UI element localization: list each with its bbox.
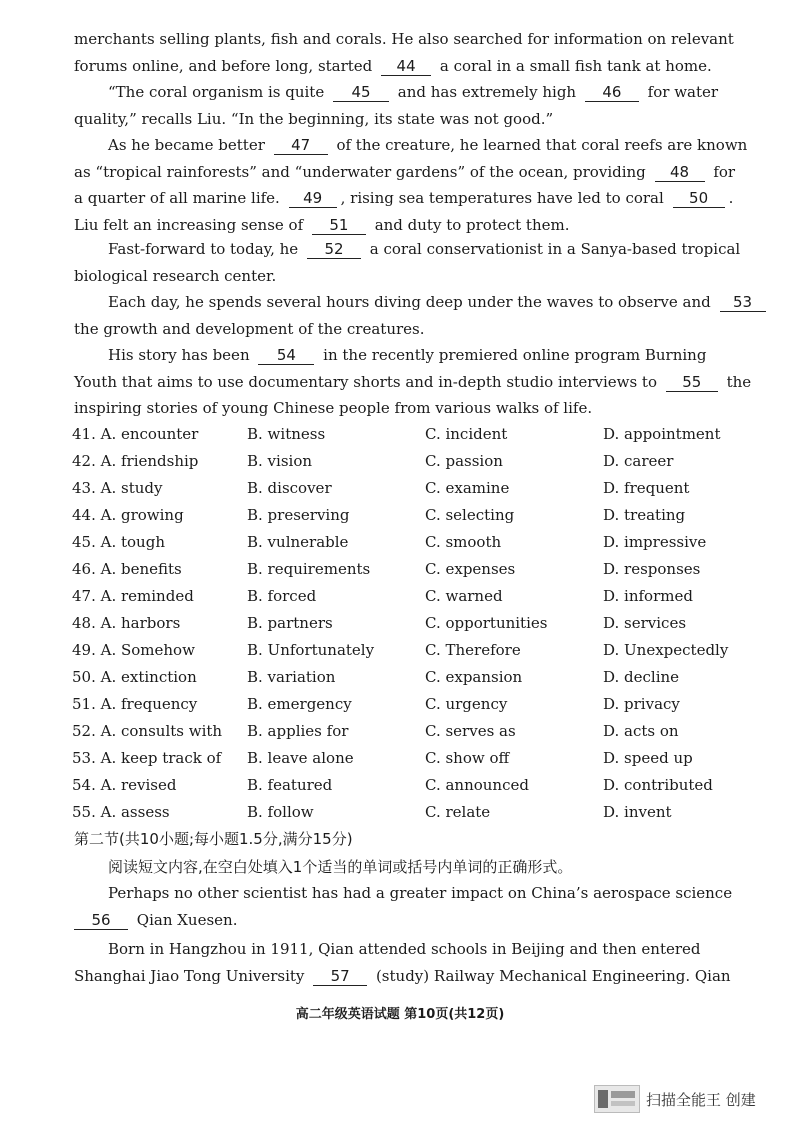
text-run: a quarter of all marine life. xyxy=(74,189,280,207)
option-choice: C. serves as xyxy=(425,722,516,740)
option-row xyxy=(72,503,732,530)
passage-line: Perhaps no other scientist has had a greater impact on China’s aerospace science xyxy=(108,884,733,902)
option-choice: B. partners xyxy=(247,614,333,632)
text-run: a coral in a small fish tank at home. xyxy=(439,56,712,75)
passage-paragraph-3 xyxy=(74,132,748,238)
passage-paragraph-1 xyxy=(74,26,734,79)
option-choice: B. variation xyxy=(247,668,336,686)
option-choice: B. leave alone xyxy=(247,749,354,767)
option-choice: C. Therefore xyxy=(425,641,521,659)
option-choice: 52. A. consults with xyxy=(72,722,223,740)
option-choice: 46. A. benefits xyxy=(72,560,182,578)
option-row xyxy=(72,800,732,827)
text-run: for water xyxy=(647,83,719,101)
passage-line: inspiring stories of young Chinese people from various walks of life. xyxy=(74,399,593,417)
passage-line xyxy=(74,236,741,263)
option-choice: C. incident xyxy=(425,425,508,443)
text-run: Liu felt an increasing sense of xyxy=(74,215,304,234)
option-choice: D. privacy xyxy=(603,695,680,713)
section-2-paragraph-1 xyxy=(74,880,733,933)
text-run: of the creature, he learned that coral reefs are known xyxy=(336,136,748,154)
text-run: Each day, he spends several hours diving deep under the waves to observe and xyxy=(108,293,711,311)
text-run: for xyxy=(713,162,736,181)
option-choice: B. discover xyxy=(247,479,332,497)
option-choice: 45. A. tough xyxy=(72,533,165,551)
option-row xyxy=(72,557,732,584)
text-run: the xyxy=(726,372,752,391)
option-choice: 48. A. harbors xyxy=(72,614,181,632)
blank-46: 46 xyxy=(585,84,639,102)
option-choice: C. announced xyxy=(425,776,529,794)
option-row xyxy=(72,638,732,665)
section-2-paragraph-2 xyxy=(74,936,730,989)
option-choice: B. emergency xyxy=(247,695,352,713)
blank-45: 45 xyxy=(333,84,389,102)
text-run: . xyxy=(728,189,734,207)
text-run: Youth that aims to use documentary shorts and in-depth studio interviews to xyxy=(74,372,657,391)
passage-line: Born in Hangzhou in 1911, Qian attended schools in Beijing and then entered xyxy=(108,940,701,958)
section-2-heading: 第二节(共10小题;每小题1.5分,满分15分) xyxy=(74,830,353,848)
option-choice: 53. A. keep track of xyxy=(72,749,222,767)
option-choice: C. expenses xyxy=(425,560,516,578)
option-choice: C. examine xyxy=(425,479,510,497)
option-choice: C. warned xyxy=(425,587,503,605)
passage-line xyxy=(74,159,736,186)
answer-options-table xyxy=(72,422,732,827)
option-row xyxy=(72,584,732,611)
blank-54: 54 xyxy=(258,347,314,365)
option-row xyxy=(72,773,732,800)
option-row xyxy=(72,719,732,746)
text-run: His story has been xyxy=(108,346,250,364)
passage-line xyxy=(74,53,730,80)
option-row xyxy=(72,476,732,503)
option-choice: B. forced xyxy=(247,587,317,605)
option-row xyxy=(72,449,732,476)
option-choice: 42. A. friendship xyxy=(72,452,199,470)
blank-47: 47 xyxy=(274,137,328,155)
text-run: (study) Railway Mechanical Engineering. Qian xyxy=(375,966,731,985)
blank-57: 57 xyxy=(313,968,367,986)
option-row xyxy=(72,746,732,773)
blank-55: 55 xyxy=(666,374,718,392)
option-choice: D. frequent xyxy=(603,479,690,497)
option-choice: B. Unfortunately xyxy=(247,641,375,659)
passage-paragraph-6 xyxy=(74,342,752,422)
option-choice: 50. A. extinction xyxy=(72,668,197,686)
option-row xyxy=(72,611,732,638)
option-row xyxy=(72,665,732,692)
text-run: and duty to protect them. xyxy=(374,215,570,234)
option-choice: B. vision xyxy=(247,452,313,470)
blank-56: 56 xyxy=(74,912,128,930)
option-choice: D. treating xyxy=(603,506,686,524)
blank-52: 52 xyxy=(307,241,361,259)
option-row xyxy=(72,530,732,557)
option-choice: C. passion xyxy=(425,452,503,470)
option-choice: B. witness xyxy=(247,425,326,443)
option-choice: C. relate xyxy=(425,803,491,821)
passage-line: the growth and development of the creatures. xyxy=(74,319,425,338)
text-run: Shanghai Jiao Tong University xyxy=(74,966,305,985)
option-choice: D. career xyxy=(603,452,674,470)
option-choice: 43. A. study xyxy=(72,479,163,497)
blank-53: 53 xyxy=(720,294,766,312)
camscanner-logo-icon xyxy=(594,1085,640,1113)
section-2-instruction: 阅读短文内容,在空白处填入1个适当的单词或括号内单词的正确形式。 xyxy=(108,858,573,876)
text-run: Qian Xuesen. xyxy=(136,910,238,929)
page-footer: 高二年级英语试题 第10页(共12页) xyxy=(295,1007,505,1022)
passage-line xyxy=(74,132,748,159)
option-choice: B. applies for xyxy=(247,722,349,740)
blank-48: 48 xyxy=(655,164,705,182)
text-run: forums online, and before long, started xyxy=(74,56,373,75)
passage-line xyxy=(74,212,730,239)
option-choice: C. show off xyxy=(425,749,510,767)
passage-paragraph-5 xyxy=(74,289,753,342)
passage-line xyxy=(74,907,730,934)
passage-paragraph-2 xyxy=(74,79,730,132)
option-choice: 41. A. encounter xyxy=(72,425,199,443)
option-choice: D. informed xyxy=(603,587,693,605)
text-run: , rising sea temperatures have led to coral xyxy=(340,189,664,207)
passage-line: biological research center. xyxy=(74,266,277,285)
option-choice: B. featured xyxy=(247,776,333,794)
passage-line xyxy=(74,342,730,369)
option-choice: D. contributed xyxy=(603,776,713,794)
watermark-text: 扫描全能王 创建 xyxy=(646,1090,756,1109)
text-run: “The coral organism is quite xyxy=(108,83,325,101)
option-choice: B. preserving xyxy=(247,506,350,524)
option-choice: B. vulnerable xyxy=(247,533,349,551)
text-run: As he became better xyxy=(108,136,265,154)
option-row xyxy=(72,692,732,719)
passage-line xyxy=(74,369,752,396)
option-choice: D. Unexpectedly xyxy=(603,641,729,659)
blank-44: 44 xyxy=(381,58,431,76)
option-choice: D. decline xyxy=(603,668,680,686)
option-choice: 44. A. growing xyxy=(72,506,184,524)
option-choice: 47. A. reminded xyxy=(72,587,194,605)
option-choice: 51. A. frequency xyxy=(72,695,198,713)
text-run: a coral conservationist in a Sanya-based tropical xyxy=(369,240,741,258)
passage-line xyxy=(74,79,730,106)
option-choice: 49. A. Somehow xyxy=(72,641,195,659)
option-choice: C. expansion xyxy=(425,668,523,686)
option-row xyxy=(72,422,732,449)
option-choice: D. acts on xyxy=(603,722,679,740)
option-choice: C. smooth xyxy=(425,533,502,551)
passage-line xyxy=(74,963,730,990)
passage-line xyxy=(74,289,753,316)
text-run: as “tropical rainforests” and “underwater gardens” of the ocean, providing xyxy=(74,162,646,181)
option-choice: 54. A. revised xyxy=(72,776,177,794)
text-run: and has extremely high xyxy=(397,83,577,101)
option-choice: D. responses xyxy=(603,560,701,578)
blank-50: 50 xyxy=(673,190,725,208)
passage-line xyxy=(74,185,734,212)
option-choice: 55. A. assess xyxy=(72,803,170,821)
passage-paragraph-4 xyxy=(74,236,741,289)
option-choice: D. impressive xyxy=(603,533,707,551)
option-choice: C. opportunities xyxy=(425,614,548,632)
option-choice: C. urgency xyxy=(425,695,508,713)
option-choice: B. follow xyxy=(247,803,314,821)
text-run: Fast-forward to today, he xyxy=(108,240,299,258)
watermark xyxy=(594,1084,756,1114)
blank-49: 49 xyxy=(289,190,337,208)
option-choice: D. invent xyxy=(603,803,672,821)
option-choice: D. speed up xyxy=(603,749,693,767)
text-run: in the recently premiered online program Burning xyxy=(323,346,707,364)
option-choice: D. services xyxy=(603,614,687,632)
option-choice: D. appointment xyxy=(603,425,721,443)
passage-line: quality,” recalls Liu. “In the beginning, its state was not good.” xyxy=(74,109,554,128)
passage-line: merchants selling plants, fish and corals. He also searched for information on relevant xyxy=(74,30,734,48)
option-choice: B. requirements xyxy=(247,560,371,578)
option-choice: C. selecting xyxy=(425,506,515,524)
blank-51: 51 xyxy=(312,217,366,235)
section-2-instruction-wrap xyxy=(74,854,730,881)
